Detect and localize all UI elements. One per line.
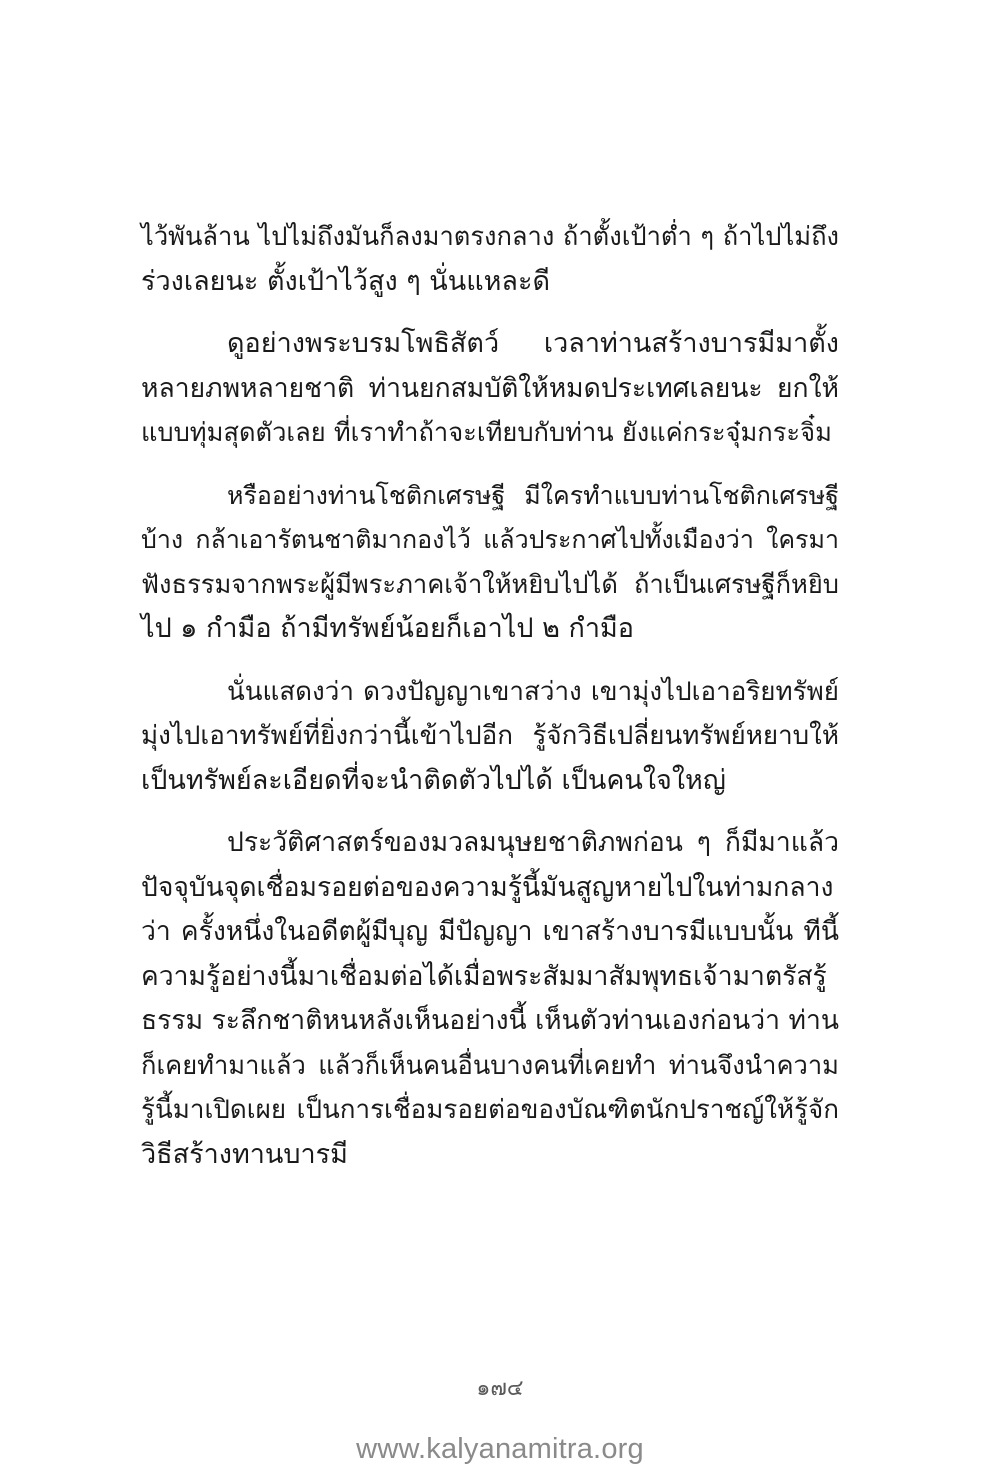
paragraph-4: [141, 670, 839, 804]
text-line: หลายภพหลายชาติ ท่านยกสมบัติให้หมดประเทศเลยนะ ยกให้: [141, 372, 839, 404]
text-line: ไว้พันล้าน ไปไม่ถึงมันก็ลงมาตรงกลาง ถ้าตั้งเป้าต่ำ ๆ ถ้าไปไม่ถึง: [141, 222, 839, 252]
text-line: ประวัติศาสตร์ของมวลมนุษยชาติภพก่อน ๆ ก็มีมาแล้ว: [227, 827, 839, 858]
footer-url[interactable]: www.kalyanamitra.org: [356, 1433, 644, 1465]
text-line: นั่นแสดงว่า ดวงปัญญาเขาสว่าง เขามุ่งไปเอาอริยทรัพย์: [227, 676, 839, 707]
paragraph-1: [141, 215, 839, 304]
text-line: วิธีสร้างทานบารมี: [141, 1138, 348, 1170]
page-body: [141, 215, 839, 1195]
text-line: ดูอย่างพระบรมโพธิสัตว์ เวลาท่านสร้างบารมีมาตั้ง: [227, 328, 839, 359]
text-line: ฟังธรรมจากพระผู้มีพระภาคเจ้าให้หยิบไปได้ ถ้าเป็นเศรษฐีก็หยิบ: [141, 569, 839, 600]
text-line: ไป ๑ กำมือ ถ้ามีทรัพย์น้อยก็เอาไป ๒ กำมือ: [141, 613, 635, 644]
text-line: ว่า ครั้งหนึ่งในอดีตผู้มีบุญ มีปัญญา เขาสร้างบารมีแบบนั้น ทีนี้: [141, 916, 839, 947]
text-line: ปัจจุบันจุดเชื่อมรอยต่อของความรู้นี้มันสูญหายไปในท่ามกลาง: [141, 871, 834, 903]
text-line: รู้นี้มาเปิดเผย เป็นการเชื่อมรอยต่อของบัณฑิตนักปราชญ์ให้รู้จัก: [141, 1095, 839, 1125]
text-line: แบบทุ่มสุดตัวเลย ที่เราทำถ้าจะเทียบกับท่าน ยังแค่กระจุ๋มกระจิ๋ม: [141, 418, 832, 448]
text-line: บ้าง กล้าเอารัตนชาติมากองไว้ แล้วประกาศไปทั้งเมืองว่า ใครมา: [141, 525, 839, 554]
text-line: ร่วงเลยนะ ตั้งเป้าไว้สูง ๆ นั่นแหละดี: [141, 265, 550, 297]
paragraph-3: [141, 474, 839, 652]
text-line: เป็นทรัพย์ละเอียดที่จะนำติดตัวไปได้ เป็นคนใจใหญ่: [141, 764, 726, 796]
text-line: มุ่งไปเอาทรัพย์ที่ยิ่งกว่านี้เข้าไปอีก รู้จักวิธีเปลี่ยนทรัพย์หยาบให้: [141, 721, 839, 751]
text-line: ธรรม ระลึกชาติหนหลังเห็นอย่างนี้ เห็นตัวท่านเองก่อนว่า ท่าน: [141, 1005, 839, 1036]
text-line: ก็เคยทำมาแล้ว แล้วก็เห็นคนอื่นบางคนที่เคยทำ ท่านจึงนำความ: [141, 1050, 839, 1081]
text-line: หรืออย่างท่านโชติกเศรษฐี มีใครทำแบบท่านโชติกเศรษฐี: [227, 480, 839, 510]
page-number: ๑๗๔: [476, 1376, 524, 1401]
paragraph-5: [141, 821, 839, 1177]
text-line: ความรู้อย่างนี้มาเชื่อมต่อได้เมื่อพระสัมมาสัมพุทธเจ้ามาตรัสรู้: [141, 960, 827, 992]
paragraph-2: [141, 322, 839, 456]
